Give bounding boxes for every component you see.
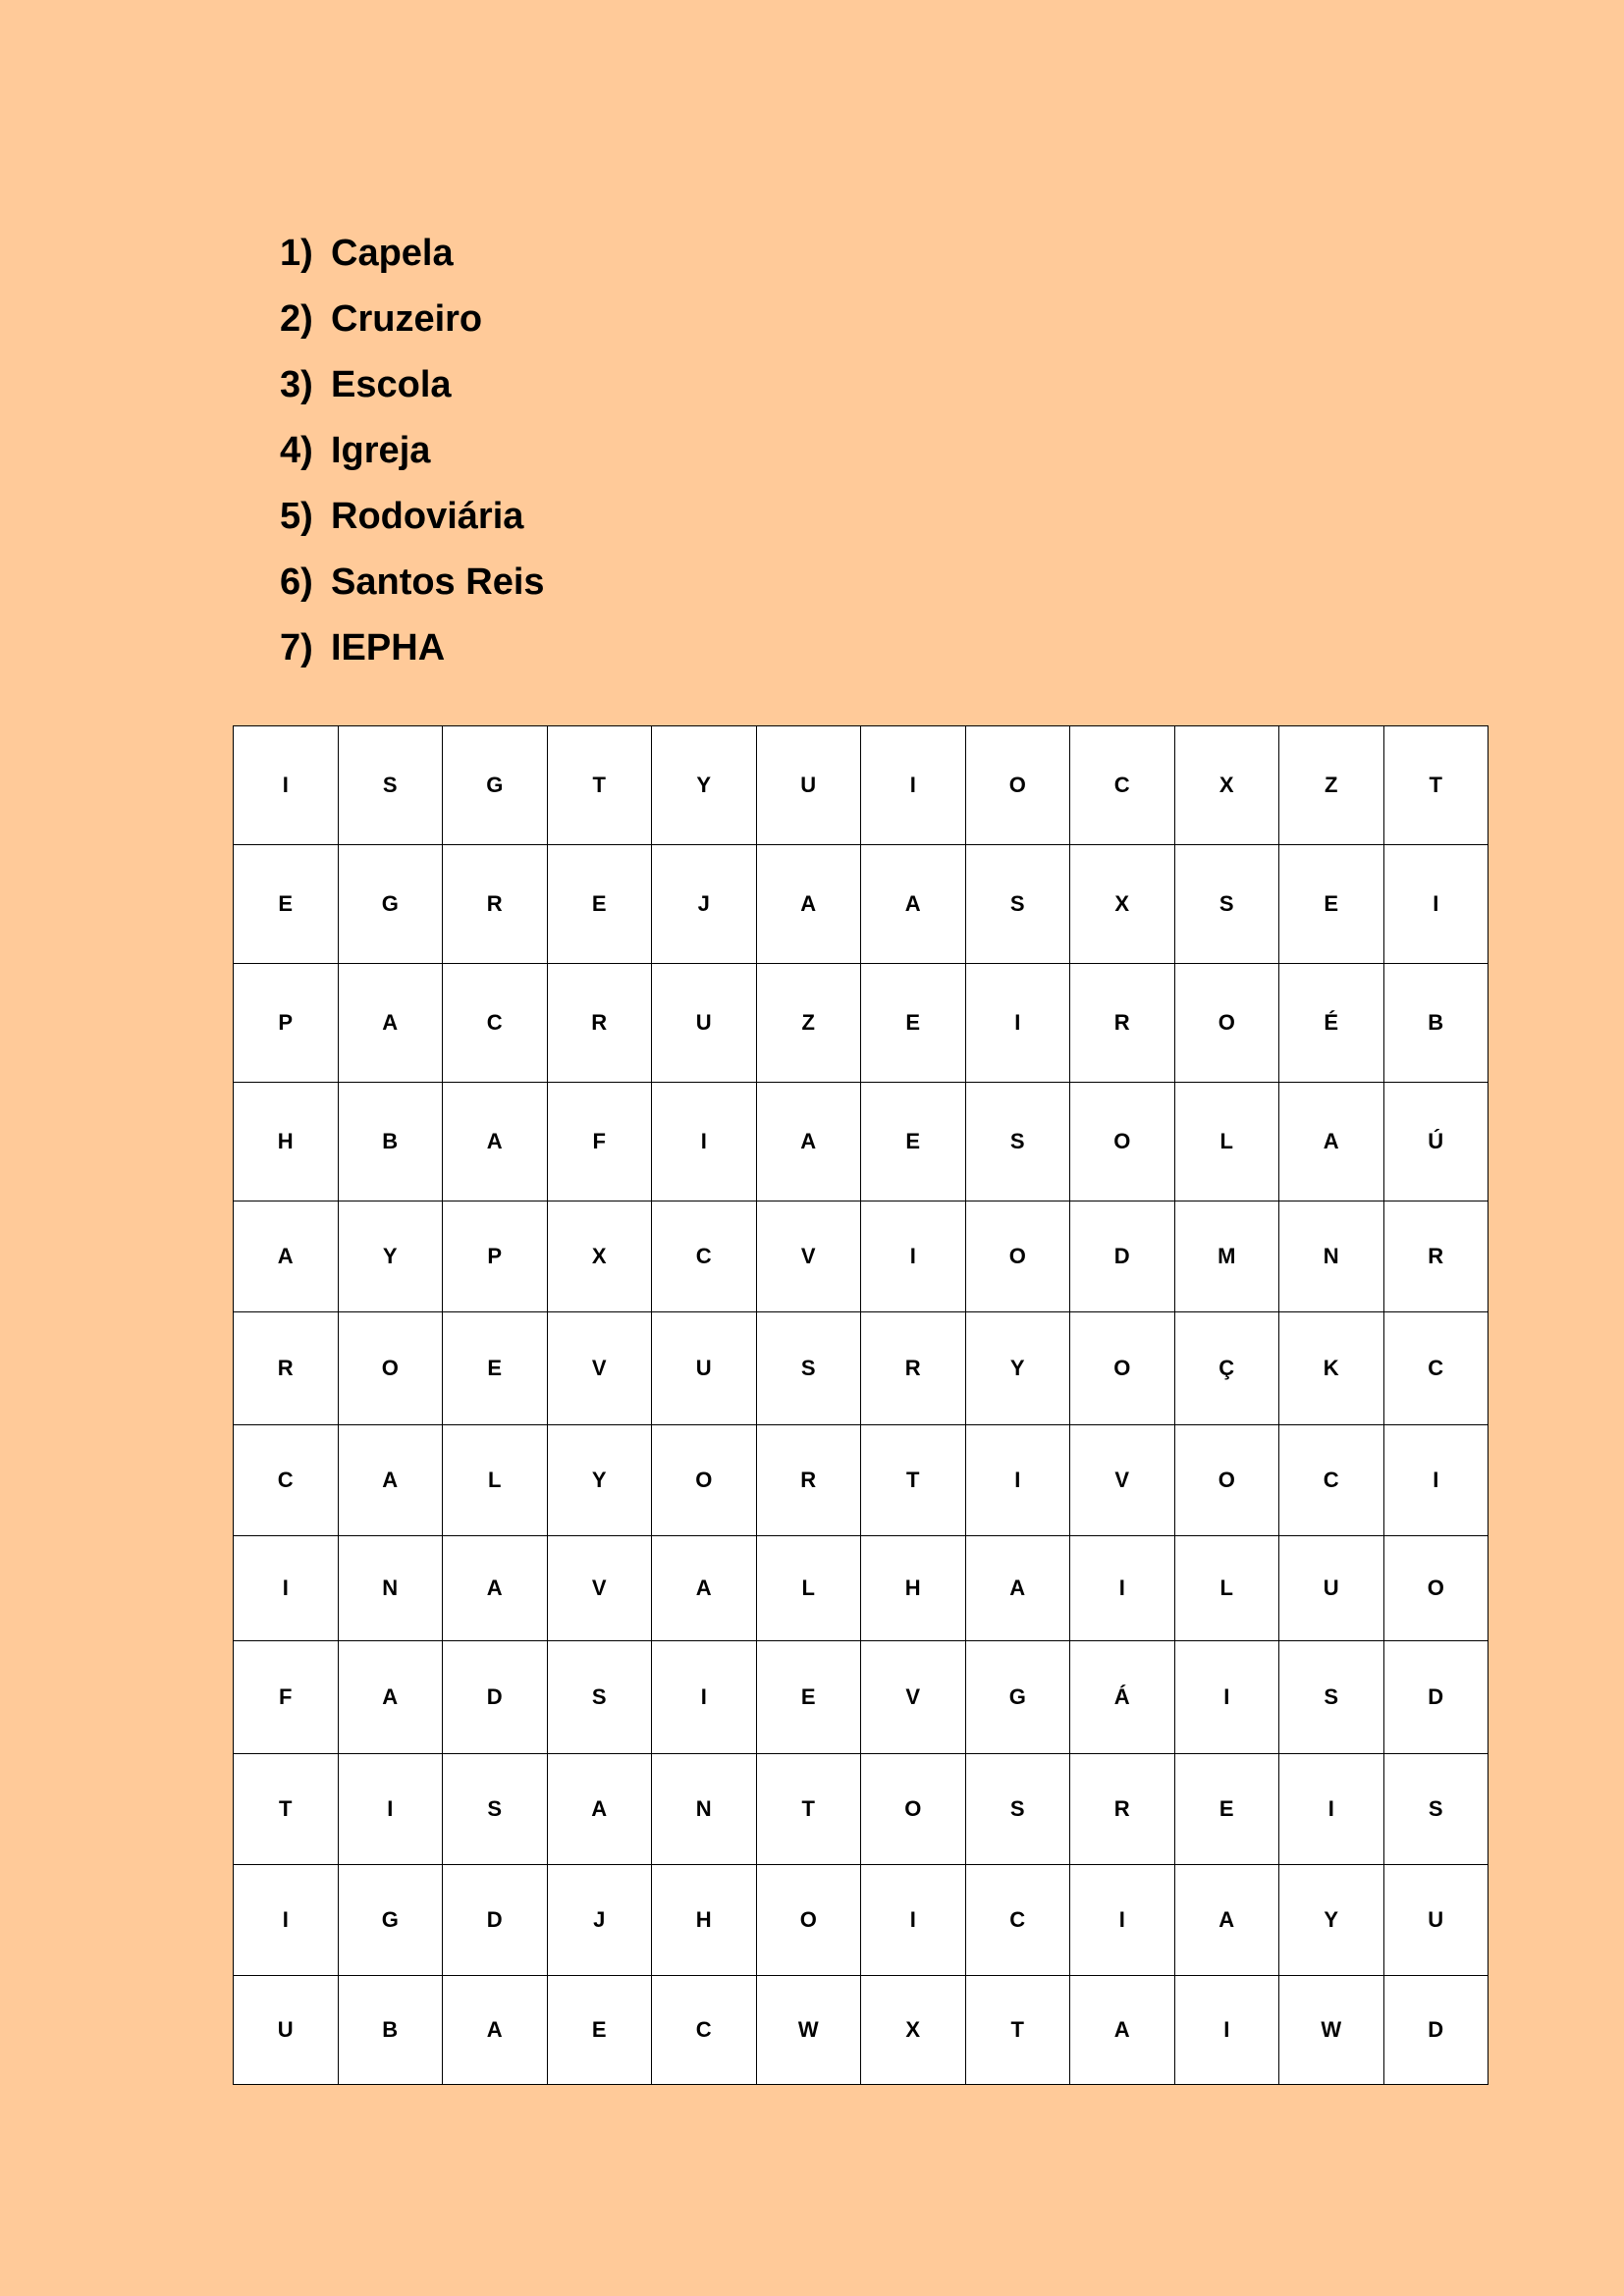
grid-cell[interactable]: Y (965, 1312, 1070, 1425)
grid-cell[interactable]: O (338, 1312, 443, 1425)
grid-row (234, 1536, 1489, 1641)
grid-cell[interactable]: E (756, 1641, 861, 1754)
grid-cell[interactable]: R (1070, 964, 1175, 1083)
grid-cell[interactable]: A (1174, 1865, 1279, 1976)
grid-cell[interactable]: R (1070, 1754, 1175, 1865)
grid-cell[interactable]: R (861, 1312, 966, 1425)
grid-cell[interactable]: D (1070, 1201, 1175, 1312)
grid-cell[interactable]: X (861, 1976, 966, 2085)
word-list-item (280, 352, 545, 418)
grid-row (234, 726, 1489, 845)
word-list-item (280, 418, 545, 484)
grid-cell[interactable]: D (1383, 1976, 1489, 2085)
grid-cell[interactable]: F (234, 1641, 339, 1754)
grid-cell[interactable]: O (1070, 1312, 1175, 1425)
grid-cell[interactable]: G (965, 1641, 1070, 1754)
grid-cell[interactable]: B (338, 1083, 443, 1201)
grid-cell[interactable]: C (652, 1201, 757, 1312)
grid-cell[interactable]: L (756, 1536, 861, 1641)
grid-cell[interactable]: U (234, 1976, 339, 2085)
grid-cell[interactable]: E (443, 1312, 548, 1425)
grid-cell[interactable]: R (547, 964, 652, 1083)
grid-cell[interactable]: E (234, 845, 339, 964)
grid-cell[interactable]: A (443, 1976, 548, 2085)
word-number: 7) (280, 627, 313, 668)
grid-cell[interactable]: O (1174, 1425, 1279, 1536)
grid-cell[interactable]: A (1070, 1976, 1175, 2085)
grid-cell[interactable]: B (1383, 964, 1489, 1083)
grid-cell[interactable]: J (547, 1865, 652, 1976)
grid-cell[interactable]: I (1383, 845, 1489, 964)
grid-cell[interactable]: A (756, 1083, 861, 1201)
grid-cell[interactable]: P (443, 1201, 548, 1312)
word-number: 1) (280, 233, 313, 274)
grid-cell[interactable]: I (861, 1201, 966, 1312)
grid-cell[interactable]: Y (338, 1201, 443, 1312)
grid-row (234, 964, 1489, 1083)
grid-cell[interactable]: O (965, 726, 1070, 845)
grid-cell[interactable]: R (234, 1312, 339, 1425)
word-text: Cruzeiro (331, 298, 483, 340)
grid-cell[interactable]: A (652, 1536, 757, 1641)
grid-cell[interactable]: I (861, 1865, 966, 1976)
grid-cell[interactable]: A (756, 845, 861, 964)
grid-cell[interactable]: G (338, 1865, 443, 1976)
grid-cell[interactable]: I (234, 1865, 339, 1976)
word-list-item (280, 287, 545, 352)
grid-cell[interactable]: T (234, 1754, 339, 1865)
grid-cell[interactable]: P (234, 964, 339, 1083)
grid-cell[interactable]: B (338, 1976, 443, 2085)
grid-row (234, 1083, 1489, 1201)
grid-row (234, 1425, 1489, 1536)
grid-cell[interactable]: Y (547, 1425, 652, 1536)
grid-cell[interactable]: W (1279, 1976, 1384, 2085)
grid-cell[interactable]: Á (1070, 1641, 1175, 1754)
grid-cell[interactable]: Z (756, 964, 861, 1083)
grid-cell[interactable]: U (1279, 1536, 1384, 1641)
grid-cell[interactable]: H (861, 1536, 966, 1641)
grid-cell[interactable]: I (652, 1083, 757, 1201)
word-text: Rodoviária (331, 496, 524, 537)
grid-cell[interactable]: S (756, 1312, 861, 1425)
grid-cell[interactable]: O (861, 1754, 966, 1865)
word-number: 2) (280, 298, 313, 340)
word-text: Capela (331, 233, 454, 274)
grid-cell[interactable]: E (547, 1976, 652, 2085)
grid-cell[interactable]: A (443, 1083, 548, 1201)
grid-cell[interactable]: E (1279, 845, 1384, 964)
grid-cell[interactable]: U (756, 726, 861, 845)
grid-cell[interactable]: D (443, 1641, 548, 1754)
word-list-item (280, 484, 545, 550)
grid-cell[interactable]: V (756, 1201, 861, 1312)
grid-cell[interactable]: X (547, 1201, 652, 1312)
grid-cell[interactable]: C (652, 1976, 757, 2085)
grid-cell[interactable]: S (443, 1754, 548, 1865)
grid-cell[interactable]: U (1383, 1865, 1489, 1976)
grid-row (234, 1201, 1489, 1312)
grid-cell[interactable]: A (234, 1201, 339, 1312)
grid-cell[interactable]: O (965, 1201, 1070, 1312)
grid-cell[interactable]: E (547, 845, 652, 964)
grid-cell[interactable]: S (1174, 845, 1279, 964)
grid-cell[interactable]: S (1383, 1754, 1489, 1865)
grid-cell[interactable]: O (1383, 1536, 1489, 1641)
grid-row (234, 1976, 1489, 2085)
word-list-item (280, 615, 545, 681)
grid-cell[interactable]: C (965, 1865, 1070, 1976)
grid-cell[interactable]: L (443, 1425, 548, 1536)
grid-cell[interactable]: N (652, 1754, 757, 1865)
grid-cell[interactable]: F (547, 1083, 652, 1201)
grid-cell[interactable]: G (338, 845, 443, 964)
grid-cell[interactable]: C (1383, 1312, 1489, 1425)
grid-cell[interactable]: A (965, 1536, 1070, 1641)
grid-row (234, 1641, 1489, 1754)
grid-cell[interactable]: V (861, 1641, 966, 1754)
grid-cell[interactable]: A (547, 1754, 652, 1865)
grid-cell[interactable]: E (861, 1083, 966, 1201)
grid-cell[interactable]: S (965, 1754, 1070, 1865)
word-search-grid (233, 725, 1489, 2085)
word-text: Escola (331, 364, 452, 405)
grid-cell[interactable]: A (338, 1641, 443, 1754)
grid-cell[interactable]: I (1070, 1865, 1175, 1976)
grid-cell[interactable]: O (1070, 1083, 1175, 1201)
grid-cell[interactable]: K (1279, 1312, 1384, 1425)
grid-cell[interactable]: C (1070, 726, 1175, 845)
grid-cell[interactable]: T (547, 726, 652, 845)
grid-row (234, 1865, 1489, 1976)
grid-cell[interactable]: X (1174, 726, 1279, 845)
grid-cell[interactable]: U (652, 1312, 757, 1425)
word-number: 3) (280, 364, 313, 405)
grid-cell[interactable]: T (756, 1754, 861, 1865)
grid-cell[interactable]: S (1279, 1641, 1384, 1754)
grid-cell[interactable]: I (965, 1425, 1070, 1536)
grid-cell[interactable]: C (1279, 1425, 1384, 1536)
grid-cell[interactable]: I (1174, 1641, 1279, 1754)
grid-cell[interactable]: I (1279, 1754, 1384, 1865)
grid-cell[interactable]: H (234, 1083, 339, 1201)
grid-cell[interactable]: O (1174, 964, 1279, 1083)
grid-cell[interactable]: T (965, 1976, 1070, 2085)
grid-cell[interactable]: É (1279, 964, 1384, 1083)
grid-cell[interactable]: I (234, 1536, 339, 1641)
grid-row (234, 845, 1489, 964)
grid-cell[interactable]: I (1383, 1425, 1489, 1536)
grid-cell[interactable]: A (1279, 1083, 1384, 1201)
grid-cell[interactable]: V (547, 1312, 652, 1425)
grid-cell[interactable]: E (1174, 1754, 1279, 1865)
grid-cell[interactable]: S (338, 726, 443, 845)
grid-cell[interactable]: S (965, 845, 1070, 964)
grid-cell[interactable]: G (443, 726, 548, 845)
grid-cell[interactable]: I (861, 726, 966, 845)
grid-row (234, 1754, 1489, 1865)
grid-cell[interactable]: O (756, 1865, 861, 1976)
grid-cell[interactable]: S (547, 1641, 652, 1754)
grid-cell[interactable]: M (1174, 1201, 1279, 1312)
grid-cell[interactable]: U (652, 964, 757, 1083)
grid-cell[interactable]: E (861, 964, 966, 1083)
grid-cell[interactable]: O (652, 1425, 757, 1536)
word-list (280, 221, 545, 681)
grid-cell[interactable]: C (234, 1425, 339, 1536)
grid-cell[interactable]: H (652, 1865, 757, 1976)
word-list-item (280, 550, 545, 615)
grid-cell[interactable]: Y (1279, 1865, 1384, 1976)
grid-cell[interactable]: I (652, 1641, 757, 1754)
grid-cell[interactable]: N (338, 1536, 443, 1641)
grid-cell[interactable]: I (965, 964, 1070, 1083)
grid-cell[interactable]: S (965, 1083, 1070, 1201)
word-text: Igreja (331, 430, 431, 471)
grid-cell[interactable]: D (1383, 1641, 1489, 1754)
grid-cell[interactable]: Ú (1383, 1083, 1489, 1201)
grid-cell[interactable]: R (443, 845, 548, 964)
word-text: IEPHA (331, 627, 446, 668)
grid-cell[interactable]: T (1383, 726, 1489, 845)
grid-cell[interactable]: X (1070, 845, 1175, 964)
grid-cell[interactable]: T (861, 1425, 966, 1536)
grid-cell[interactable]: Ç (1174, 1312, 1279, 1425)
grid-row (234, 1312, 1489, 1425)
grid-cell[interactable]: A (338, 964, 443, 1083)
grid-cell[interactable]: I (234, 726, 339, 845)
grid-cell[interactable]: A (443, 1536, 548, 1641)
grid-cell[interactable]: R (756, 1425, 861, 1536)
word-list-item (280, 221, 545, 287)
word-number: 5) (280, 496, 313, 537)
grid-cell[interactable]: I (1174, 1976, 1279, 2085)
grid-cell[interactable]: A (338, 1425, 443, 1536)
grid-cell[interactable]: L (1174, 1536, 1279, 1641)
grid-cell[interactable]: R (1383, 1201, 1489, 1312)
grid-cell[interactable]: I (1070, 1536, 1175, 1641)
word-number: 4) (280, 430, 313, 471)
grid-cell[interactable]: I (338, 1754, 443, 1865)
grid-cell[interactable]: A (861, 845, 966, 964)
grid-cell[interactable]: W (756, 1976, 861, 2085)
grid-cell[interactable]: Z (1279, 726, 1384, 845)
grid-cell[interactable]: V (547, 1536, 652, 1641)
word-text: Santos Reis (331, 561, 545, 603)
grid-cell[interactable]: V (1070, 1425, 1175, 1536)
grid-cell[interactable]: Y (652, 726, 757, 845)
grid-cell[interactable]: N (1279, 1201, 1384, 1312)
grid-cell[interactable]: J (652, 845, 757, 964)
grid-cell[interactable]: L (1174, 1083, 1279, 1201)
grid-cell[interactable]: C (443, 964, 548, 1083)
word-number: 6) (280, 561, 313, 603)
grid-cell[interactable]: D (443, 1865, 548, 1976)
